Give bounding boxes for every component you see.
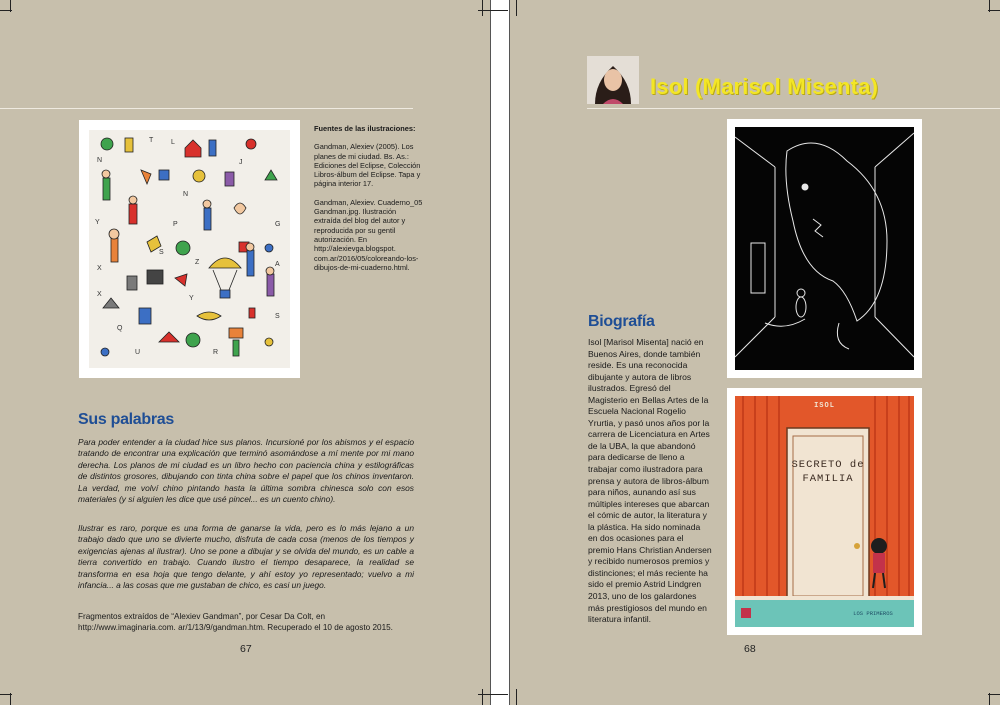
svg-text:N: N [183, 191, 189, 198]
illustration-night-scene-frame [727, 119, 922, 378]
svg-text:Y: Y [95, 219, 100, 226]
gutter-line-right [509, 0, 510, 705]
svg-text:L: L [171, 139, 175, 146]
book-title-line-1: SECRETO de [791, 459, 865, 471]
book-series-label: LOS PRIMEROS [853, 610, 893, 617]
svg-text:N: N [97, 157, 103, 164]
svg-text:U: U [135, 349, 141, 356]
doodle-figures-icon [89, 130, 290, 368]
page-number-right: 68 [744, 643, 756, 655]
quote-paragraph-1: Para poder entender a la ciudad hice sus planos. Incursioné por los abismos y el espacio tratando de encontrar una explicación que terminó asomándose a mí mente por mi mano derecha. Los planos de mi ciudad es un libro hecho con paciencia china y estilográficas de distintos grosores, dibujando con tinta china sobre el papel que los chinos inventaron. La verdad, me volví chino pintando hasta la última sombra chinesca solo con esos materiales (y si alguien les dice que usé pincel... es un cuento chino). [78, 437, 414, 505]
section-title-sus-palabras: Sus palabras [78, 411, 175, 428]
crop-mark-icon [989, 0, 990, 12]
book-title [789, 458, 867, 486]
header-rule-left [0, 108, 413, 109]
crop-mark-icon [516, 689, 517, 705]
book-author-label: ISOL [814, 402, 835, 410]
gutter-line-left [490, 0, 491, 705]
header-rule-right [587, 108, 1000, 109]
crop-mark-icon [516, 0, 517, 16]
source-entry-2: Gandman, Alexiev. Cuaderno_05 Gandman.jpg. Ilustración extraída del blog del autor y reproducida por su gentil autorización. En http://alexievga.blogspot. com.ar/2016/05/coloreando-los-dibujos-de-mi-cuaderno.html. [314, 197, 423, 272]
svg-text:Z: Z [195, 259, 200, 266]
svg-text:A: A [275, 261, 280, 268]
svg-text:J: J [239, 159, 243, 166]
book-cover-secreto-de-familia-frame [727, 388, 922, 635]
crop-mark-icon [989, 693, 990, 705]
svg-text:S: S [275, 313, 280, 320]
girl-figure-icon [871, 538, 887, 588]
illustration-doodles-frame [79, 120, 300, 378]
svg-text:Q: Q [117, 325, 123, 332]
crop-mark-icon [10, 0, 11, 12]
author-name-title: Isol (Marisol Misenta) [650, 74, 879, 99]
svg-text:X: X [97, 291, 102, 298]
illustration-night-scene [735, 127, 914, 370]
crop-mark-icon [10, 693, 11, 705]
page-number-left: 67 [240, 643, 252, 655]
illustration-doodles [89, 130, 290, 368]
author-photo [587, 56, 639, 104]
quote-paragraph-2: Ilustrar es raro, porque es una forma de ganarse la vida, pero es lo más lejano a un trabajo dado que uno se divierte mucho, disfruta de cada cosa (menos de los tiempos y exigencias ajenas al ilustrar). Uno se pone a dibujar y se olvida del mundo, es un cable a tierra convertido en trabajo. Cuando ilustro el tiempo desaparece, la realidad se transforma en esa hoja que tengo delante, y ahí estoy yo representado; vuelvo a mi infancia... a las cosas que me gustaban de chico, es casi un juego. [78, 523, 414, 591]
book-cover-illustration [735, 396, 914, 627]
author-portrait-icon [587, 56, 639, 104]
svg-text:S: S [159, 249, 164, 256]
book-cover-secreto-de-familia [735, 396, 914, 627]
quote-credit: Fragmentos extraídos de “Alexiev Gandman”, por Cesar Da Colt, en http://www.imaginaria.com. ar/1/13/9/gandman.htm. Recuperado el 10 de agosto 2015. [78, 612, 393, 632]
illustration-sources [314, 124, 424, 281]
svg-text:R: R [213, 349, 219, 356]
svg-text:P: P [173, 221, 178, 228]
crop-mark-icon [482, 689, 483, 705]
svg-text:X: X [97, 265, 102, 272]
svg-text:Y: Y [189, 295, 194, 302]
section-title-biografia: Biografía [588, 313, 655, 330]
biography-text: Isol [Marisol Misenta] nació en Buenos Aires, donde también reside. Es una reconocida dibujante y autora de libros ilustrados. Egresó del Magisterio en Bellas Artes de la Escuela Nacional Rogelio Yrurtia, y pasó unos años por la carrera de Licenciatura en Artes de la UBA, la que abandonó para dedicarse de lleno a trabajar como ilustradora para prensa y autora de libros-álbum para niños, aunando así sus múltiples intereses que abarcan el cómic de autor, la literatura y la plástica. Ha sido nominada en dos ocasiones para el premio Hans Christian Andersen y recibido numerosos premios y distinciones; el más reciente ha sido el premio Astrid Lindgren 2013, uno de los galardones más prestigiosos del mundo en literatura infantil. [588, 337, 712, 625]
crop-mark-icon [482, 0, 483, 16]
svg-text:G: G [275, 221, 281, 228]
svg-text:T: T [149, 137, 154, 144]
creature-drawing-icon [735, 127, 914, 370]
sources-title: Fuentes de las ilustraciones: [314, 124, 416, 133]
source-entry-1: Gandman, Alexiev (2005). Los planes de mi ciudad. Bs. As.: Ediciones del Eclipse, Colección Libros-álbum del Eclipse. Tapa y página interior 17. [314, 142, 421, 189]
book-title-line-2: FAMILIA [802, 473, 854, 485]
